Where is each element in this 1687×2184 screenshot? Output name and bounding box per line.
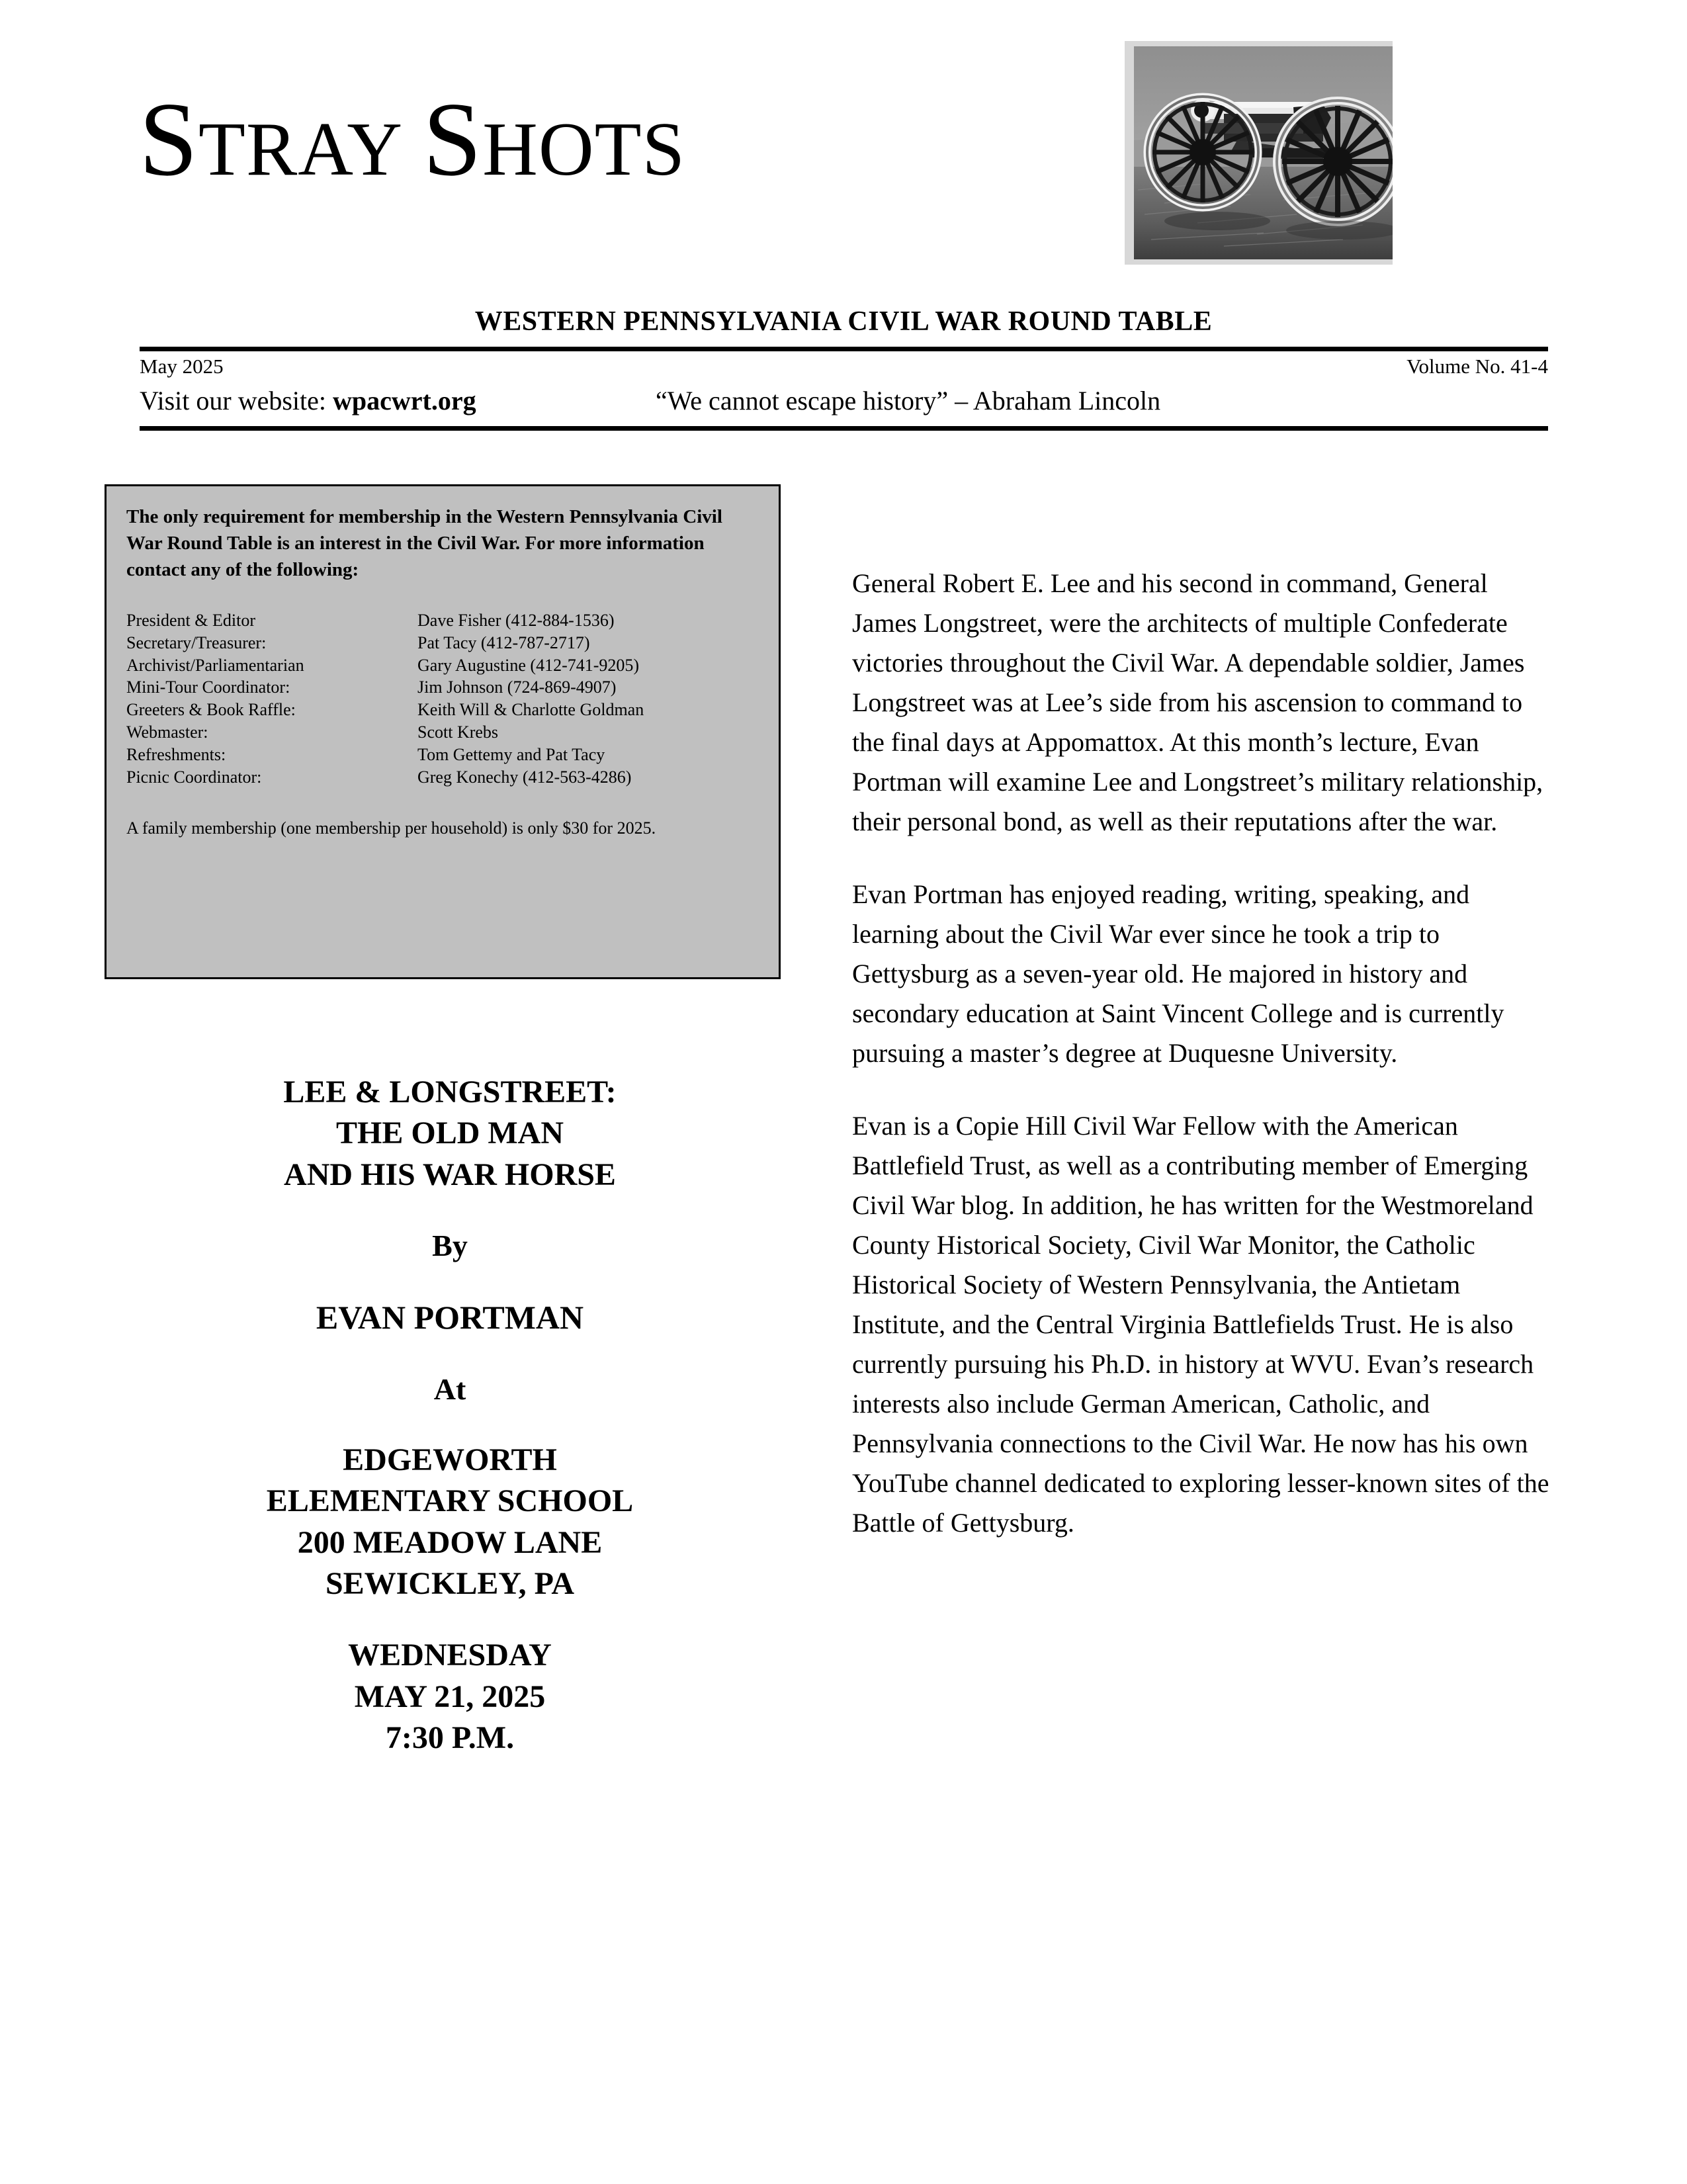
officer-name: Keith Will & Charlotte Goldman: [417, 700, 644, 720]
spacer: [132, 1339, 767, 1370]
officer-row: [126, 676, 759, 699]
officer-name: Scott Krebs: [417, 722, 499, 742]
title-cap-1: S: [139, 80, 198, 198]
officer-role: President & Editor: [126, 611, 255, 631]
officer-role: Greeters & Book Raffle:: [126, 700, 296, 720]
program-announcement: [132, 1072, 767, 1759]
title-rest-2: HOTS: [482, 107, 686, 192]
officer-name: Pat Tacy (412-787-2717): [417, 633, 590, 652]
issue-date: May 2025: [140, 355, 224, 378]
title-rest-1: TRAY: [198, 107, 404, 192]
masthead: [0, 0, 1687, 298]
membership-fee-note: A family membership (one membership per household) is only $30 for 2025.: [126, 818, 656, 838]
officer-name: Greg Konechy (412-563-4286): [417, 767, 632, 787]
venue-line-3: 200 MEADOW LANE: [297, 1524, 603, 1560]
volume-number: Volume No. 41-4: [1406, 355, 1548, 378]
officer-role: Archivist/Parliamentarian: [126, 655, 304, 675]
officer-row: [126, 609, 759, 632]
newsletter-title: [139, 80, 686, 198]
officer-row: [126, 699, 759, 721]
membership-intro: The only requirement for membership in the Western Pennsylvania Civil War Round Table is an interest in the Civil War. For more information contact any of the following:: [126, 506, 722, 581]
program-title-line-2: THE OLD MAN: [335, 1115, 564, 1151]
officer-role: Mini-Tour Coordinator:: [126, 677, 290, 697]
event-day: WEDNESDAY: [348, 1638, 552, 1673]
header-rule-bottom: [140, 426, 1548, 431]
venue-line-1: EDGEWORTH: [343, 1442, 557, 1477]
officer-row: [126, 721, 759, 744]
event-date: MAY 21, 2025: [354, 1679, 546, 1714]
officer-name: Tom Gettemy and Pat Tacy: [417, 744, 605, 764]
program-title-line-1: LEE & LONGSTREET:: [283, 1074, 617, 1110]
event-time: 7:30 P.M.: [385, 1720, 515, 1756]
officer-name: Dave Fisher (412-884-1536): [417, 611, 615, 631]
lincoln-quote: “We cannot escape history” – Abraham Lincoln: [656, 386, 1161, 415]
officer-row: [126, 766, 759, 789]
speaker-name: EVAN PORTMAN: [316, 1298, 584, 1336]
officer-row: [126, 654, 759, 677]
tagline-row: [140, 385, 1548, 426]
by-label: By: [432, 1229, 468, 1263]
venue-line-4: SEWICKLEY, PA: [325, 1565, 575, 1601]
article-body: [852, 564, 1553, 1576]
venue-line-2: ELEMENTARY SCHOOL: [266, 1483, 634, 1519]
officer-role: Refreshments:: [126, 744, 226, 764]
website-url[interactable]: wpacwrt.org: [333, 386, 476, 415]
issue-row: [140, 355, 1548, 384]
officer-role: Secretary/Treasurer:: [126, 633, 267, 652]
spacer: [132, 1196, 767, 1226]
spacer: [132, 1409, 767, 1440]
article-paragraph-3: Evan is a Copie Hill Civil War Fellow with the American Battlefield Trust, as well as a contributing member of Emerging Civil War blog. In addition, he has written for the Westmoreland County Historical Society, Civil War Monitor, the Catholic Historical Society of Western Pennsylvania, the Antietam Institute, and the Central Virginia Battlefields Trust. He is also currently pursuing his Ph.D. in history at WVU. Evan’s research interests also include German American, Catholic, and Pennsylvania connections to the Civil War. He now has his own YouTube channel dedicated to exploring lesser-known sites of the Battle of Gettysburg.: [852, 1111, 1549, 1538]
article-paragraph-1: General Robert E. Lee and his second in command, General James Longstreet, were the architects of multiple Confederate victories throughout the Civil War. A dependable soldier, James Longstreet was at Lee’s side from his ascension to command to the final days at Appomattox. At this month’s lecture, Evan Portman will examine Lee and Longstreet’s military relationship, their personal bond, as well as their reputations after the war.: [852, 568, 1543, 836]
website-line: [140, 385, 476, 416]
at-label: At: [433, 1372, 466, 1406]
officer-list: [126, 609, 759, 788]
header-rule-top: [140, 347, 1548, 351]
program-title-line-3: AND HIS WAR HORSE: [284, 1157, 616, 1192]
officer-row: [126, 632, 759, 654]
cannon-photo: [1125, 41, 1393, 265]
officer-row: [126, 744, 759, 766]
article-paragraph-2: Evan Portman has enjoyed reading, writing, speaking, and learning about the Civil War ever since he took a trip to Gettysburg as a seven-year old. He majored in history and secondary education at Saint Vincent College and is currently pursuing a master’s degree at Duquesne University.: [852, 879, 1504, 1068]
organization-name: WESTERN PENNSYLVANIA CIVIL WAR ROUND TABLE: [474, 306, 1213, 337]
spacer: [132, 1266, 767, 1296]
officer-role: Picnic Coordinator:: [126, 767, 262, 787]
officer-role: Webmaster:: [126, 722, 208, 742]
title-cap-2: S: [423, 80, 483, 198]
spacer: [132, 1604, 767, 1635]
cannon-illustration: [1125, 41, 1393, 265]
officer-name: Jim Johnson (724-869-4907): [417, 677, 617, 697]
membership-box: [105, 484, 781, 979]
officer-name: Gary Augustine (412-741-9205): [417, 655, 640, 675]
website-label: Visit our website:: [140, 386, 333, 415]
